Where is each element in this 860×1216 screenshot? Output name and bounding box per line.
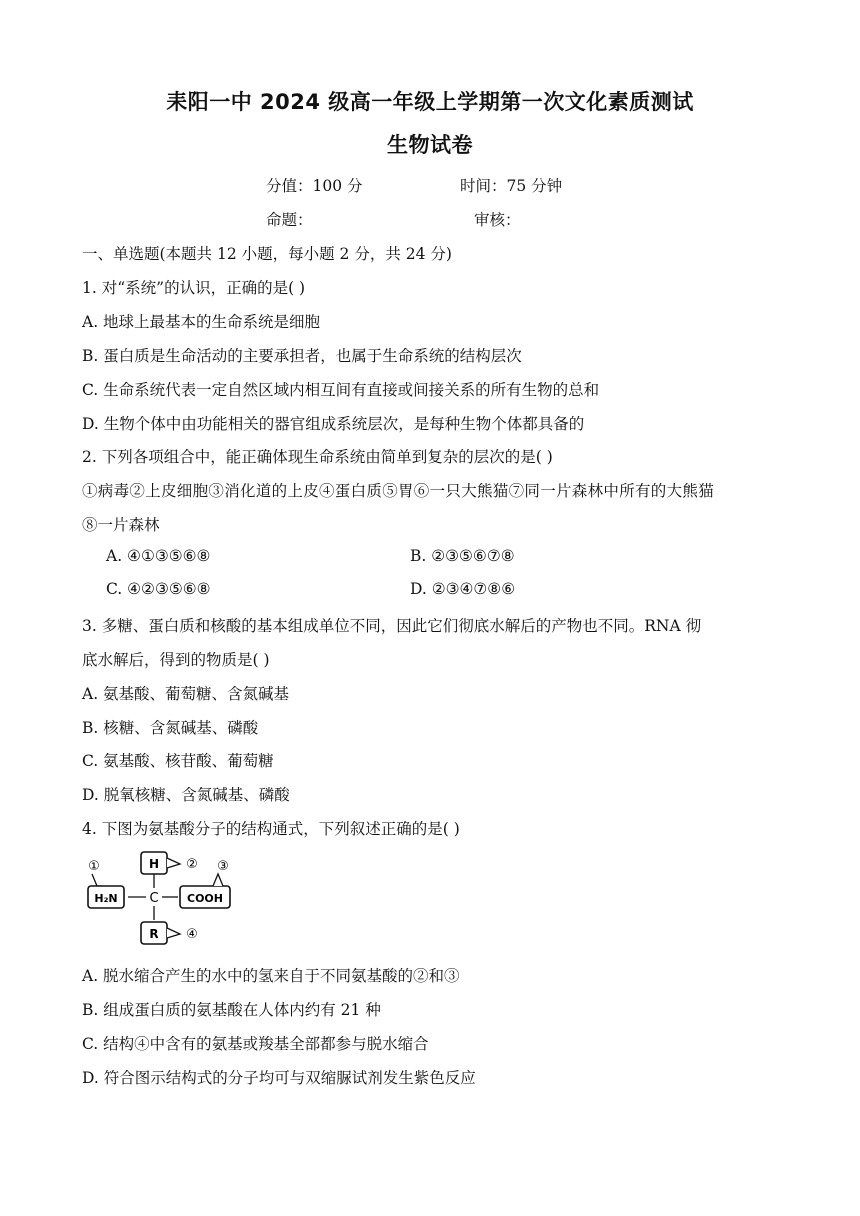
q2-option-c: C. ④②③⑤⑥⑧	[106, 580, 211, 598]
section-heading: 一、单选题(本题共 12 小题，每小题 2 分，共 24 分)	[82, 245, 452, 263]
marker-3: ③	[217, 859, 229, 874]
setter-label: 命题：	[266, 211, 313, 229]
central-carbon-label: C	[149, 891, 159, 906]
q1-option-b: B. 蛋白质是生命活动的主要承担者，也属于生命系统的结构层次	[82, 347, 522, 365]
q3-stem-line1: 3. 多糖、蛋白质和核酸的基本组成单位不同，因此它们彻底水解后的产物也不同。RNA 彻	[82, 617, 702, 635]
q1-option-d: D. 生物个体中由功能相关的器官组成系统层次，是每种生物个体都具备的	[82, 415, 585, 433]
q4-option-a: A. 脱水缩合产生的水中的氢来自于不同氨基酸的②和③	[82, 967, 460, 985]
marker-2: ②	[186, 857, 198, 872]
r-group-label: R	[149, 927, 159, 941]
reviewer-label: 审核：	[474, 211, 521, 229]
q1-stem: 1. 对“系统”的认识，正确的是( )	[82, 279, 306, 297]
amino-acid-structure-diagram	[80, 850, 240, 950]
q3-option-d: D. 脱氧核糖、含氮碱基、磷酸	[82, 786, 290, 804]
marker-1: ①	[88, 859, 100, 874]
carboxyl-group-label: COOH	[187, 892, 223, 905]
r-callout-pointer	[167, 928, 180, 938]
score-label: 分值：100 分	[266, 177, 363, 195]
q2-option-a: A. ④①③⑤⑥⑧	[106, 547, 211, 565]
q4-option-d: D. 符合图示结构式的分子均可与双缩脲试剂发生紫色反应	[82, 1069, 476, 1087]
h2n-callout-pointer	[92, 874, 102, 886]
q2-stem: 2. 下列各项组合中，能正确体现生命系统由简单到复杂的层次的是( )	[82, 448, 553, 466]
q4-stem: 4. 下图为氨基酸分子的结构通式，下列叙述正确的是( )	[82, 820, 460, 838]
q4-option-c: C. 结构④中含有的氨基或羧基全部都参与脱水缩合	[82, 1035, 429, 1053]
q1-option-c: C. 生命系统代表一定自然区域内相互间有直接或间接关系的所有生物的总和	[82, 381, 600, 399]
q2-items-line2: ⑧一片森林	[82, 516, 160, 534]
h-group-label: H	[148, 857, 160, 871]
time-label: 时间：75 分钟	[460, 177, 563, 195]
amino-group-label: H₂N	[94, 892, 118, 905]
q4-option-b: B. 组成蛋白质的氨基酸在人体内约有 21 种	[82, 1001, 381, 1019]
h-callout-pointer	[167, 858, 180, 868]
q2-option-b: B. ②③⑤⑥⑦⑧	[410, 547, 515, 565]
q3-option-a: A. 氨基酸、葡萄糖、含氮碱基	[82, 685, 290, 703]
q1-option-a: A. 地球上最基本的生命系统是细胞	[82, 313, 321, 331]
q2-items-line1: ①病毒②上皮细胞③消化道的上皮④蛋白质⑤胃⑥一只大熊猫⑦同一片森林中所有的大熊猫	[82, 482, 715, 500]
q3-option-b: B. 核糖、含氮碱基、磷酸	[82, 719, 259, 737]
q2-option-d: D. ②③④⑦⑧⑥	[410, 580, 516, 598]
q3-option-c: C. 氨基酸、核苷酸、葡萄糖	[82, 752, 274, 770]
exam-title: 耒阳一中 2024 级高一年级上学期第一次文化素质测试	[166, 90, 694, 114]
cooh-callout-pointer	[213, 874, 223, 886]
marker-4: ④	[186, 927, 198, 942]
q3-stem-line2: 底水解后，得到的物质是( )	[82, 651, 270, 669]
exam-subtitle: 生物试卷	[387, 133, 473, 157]
